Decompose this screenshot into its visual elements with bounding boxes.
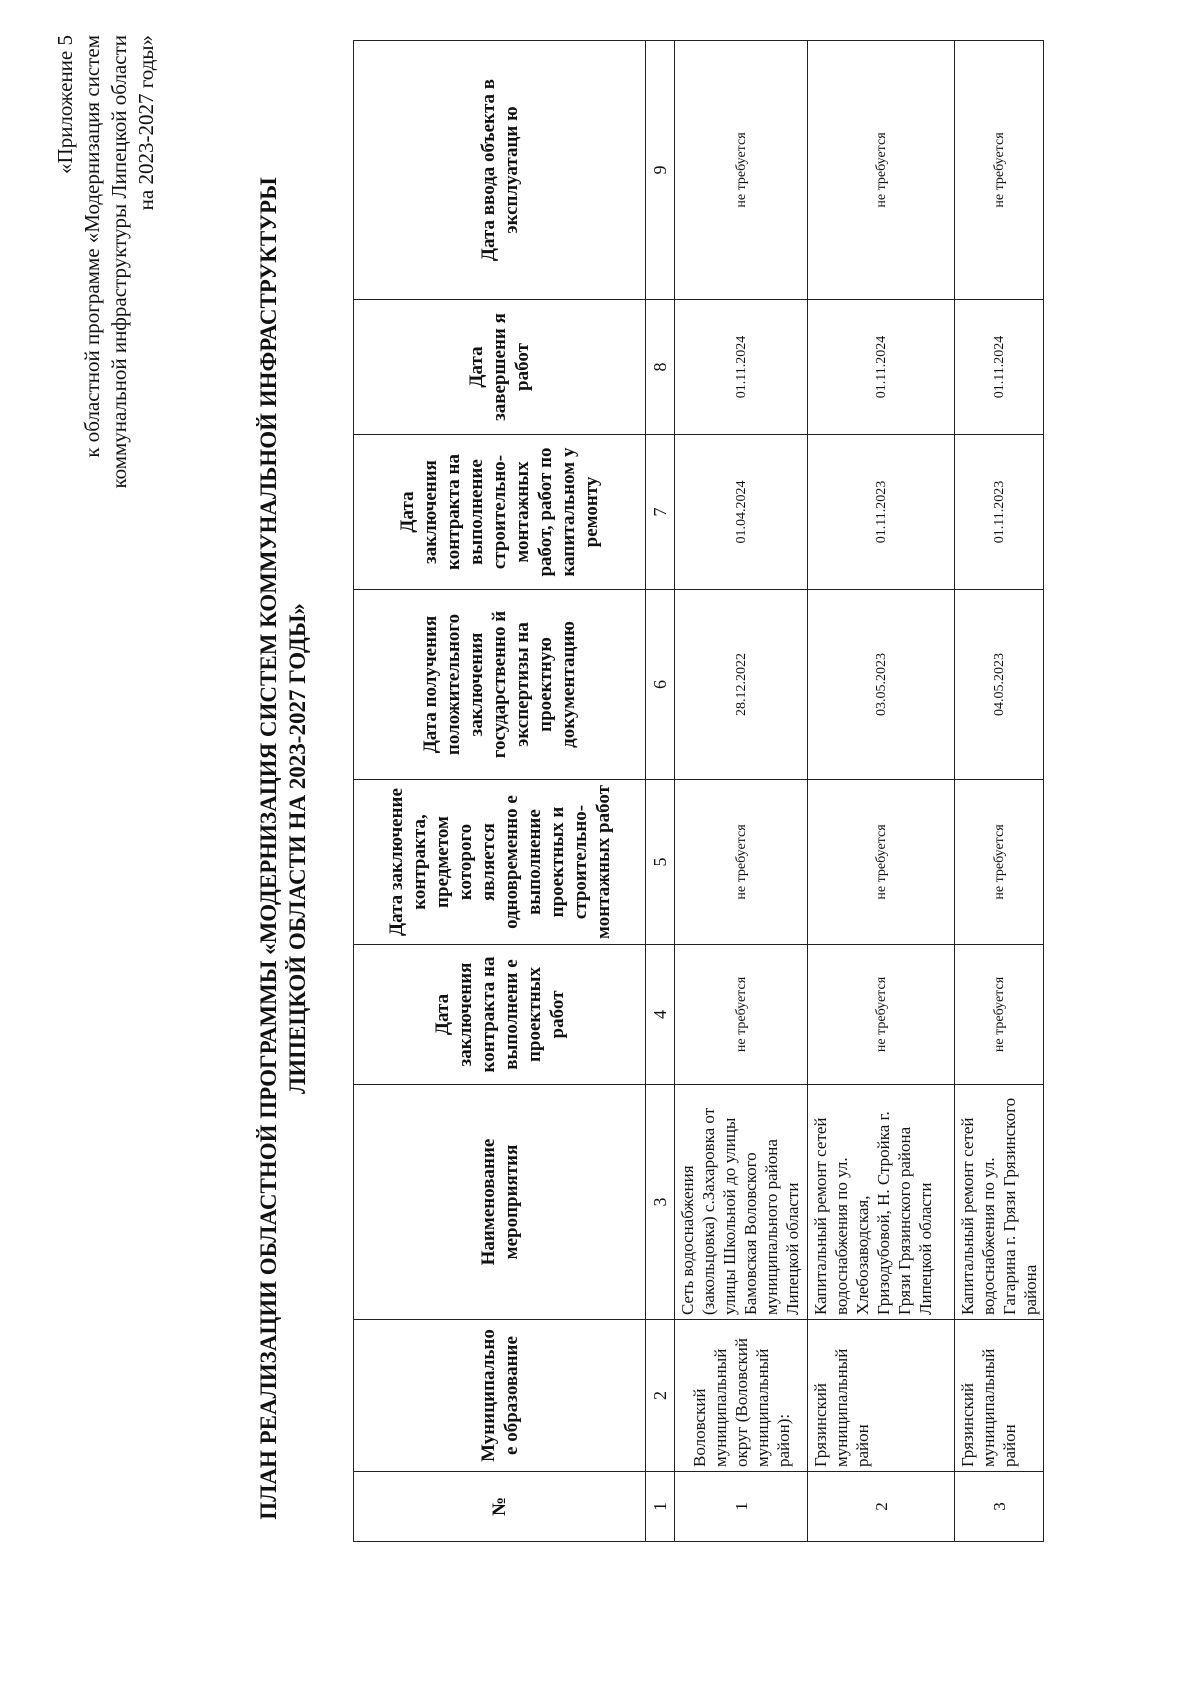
commissioning-date-cell: не требуется <box>808 41 955 300</box>
header-commissioning-date: Дата ввода объекта в эксплуатаци ю <box>354 41 646 300</box>
design-contract-cell: не требуется <box>808 945 955 1085</box>
title-line-2: ЛИПЕЦКОЙ ОБЛАСТИ НА 2023-2027 ГОДЫ» <box>285 603 310 1094</box>
completion-date-cell: 01.11.2024 <box>808 300 955 435</box>
appendix-line-3: коммунальной инфраструктуры Липецкой области <box>107 35 131 489</box>
event-cell: Капитальный ремонт сетей водоснабжения по ул. Гагарина г. Грязи Грязинского района <box>955 1085 1044 1320</box>
column-number: 1 <box>646 1472 675 1542</box>
appendix-line-4: на 2023-2027 годы» <box>134 35 158 211</box>
column-number: 4 <box>646 945 675 1085</box>
table-row <box>808 41 955 1542</box>
combined-contract-cell: не требуется <box>675 780 808 945</box>
completion-date-cell: 01.11.2024 <box>955 300 1044 435</box>
construction-contract-cell: 01.04.2024 <box>675 435 808 590</box>
commissioning-date-cell: не требуется <box>955 41 1044 300</box>
appendix-line-1: «Приложение 5 <box>53 35 77 174</box>
document-title <box>254 0 312 1697</box>
header-combined-contract: Дата заключение контракта, предметом которого является одновременно е выполнение проектных и строительно-монтажных работ <box>354 780 646 945</box>
commissioning-date-cell: не требуется <box>675 41 808 300</box>
appendix-reference <box>52 35 160 935</box>
header-construction-contract: Дата заключения контракта на выполнение строительно-монтажных работ, работ по капитальном у ремонту <box>354 435 646 590</box>
design-contract-cell: не требуется <box>675 945 808 1085</box>
column-number: 9 <box>646 41 675 300</box>
plan-table <box>353 40 1044 1542</box>
header-expertise-date: Дата получения положительного заключения государственно й экспертизы на проектную документацию <box>354 590 646 780</box>
design-contract-cell: не требуется <box>955 945 1044 1085</box>
municipality-cell: Воловский муниципальный округ (Воловский муниципальный район): <box>675 1320 808 1472</box>
construction-contract-cell: 01.11.2023 <box>808 435 955 590</box>
header-design-contract: Дата заключения контракта на выполнени е проектных работ <box>354 945 646 1085</box>
appendix-line-2: к областной программе «Модернизация систем <box>80 35 104 458</box>
row-number: 3 <box>955 1472 1044 1542</box>
event-cell: Сеть водоснабжения (закольцовка) с.Захаровка от улицы Школьной до улицы Бамовская Воловского муниципального района Липецкой области <box>675 1085 808 1320</box>
event-cell: Капитальный ремонт сетей водоснабжения по ул. Хлебозаводская, Гризодубовой, Н. Стройка г. Грязи Грязинского района Липецкой области <box>808 1085 955 1320</box>
column-number: 6 <box>646 590 675 780</box>
municipality-cell: Грязинский муниципальный район <box>808 1320 955 1472</box>
column-number-row <box>646 41 675 1542</box>
expertise-date-cell: 28.12.2022 <box>675 590 808 780</box>
table-row <box>675 41 808 1542</box>
row-number: 2 <box>808 1472 955 1542</box>
column-number: 2 <box>646 1320 675 1472</box>
expertise-date-cell: 03.05.2023 <box>808 590 955 780</box>
column-number: 3 <box>646 1085 675 1320</box>
completion-date-cell: 01.11.2024 <box>675 300 808 435</box>
header-row <box>354 41 646 1542</box>
combined-contract-cell: не требуется <box>955 780 1044 945</box>
header-completion-date: Дата завершени я работ <box>354 300 646 435</box>
header-municipality: Муниципально е образование <box>354 1320 646 1472</box>
column-number: 8 <box>646 300 675 435</box>
combined-contract-cell: не требуется <box>808 780 955 945</box>
row-number: 1 <box>675 1472 808 1542</box>
municipality-cell: Грязинский муниципальный район <box>955 1320 1044 1472</box>
header-number: № <box>354 1472 646 1542</box>
title-line-1: ПЛАН РЕАЛИЗАЦИИ ОБЛАСТНОЙ ПРОГРАММЫ «МОДЕРНИЗАЦИЯ СИСТЕМ КОММУНАЛЬНОЙ ИНФРАСТРУКТУРЫ <box>256 177 281 1520</box>
header-event: Наименование мероприятия <box>354 1085 646 1320</box>
construction-contract-cell: 01.11.2023 <box>955 435 1044 590</box>
column-number: 5 <box>646 780 675 945</box>
column-number: 7 <box>646 435 675 590</box>
expertise-date-cell: 04.05.2023 <box>955 590 1044 780</box>
table-row <box>955 41 1044 1542</box>
